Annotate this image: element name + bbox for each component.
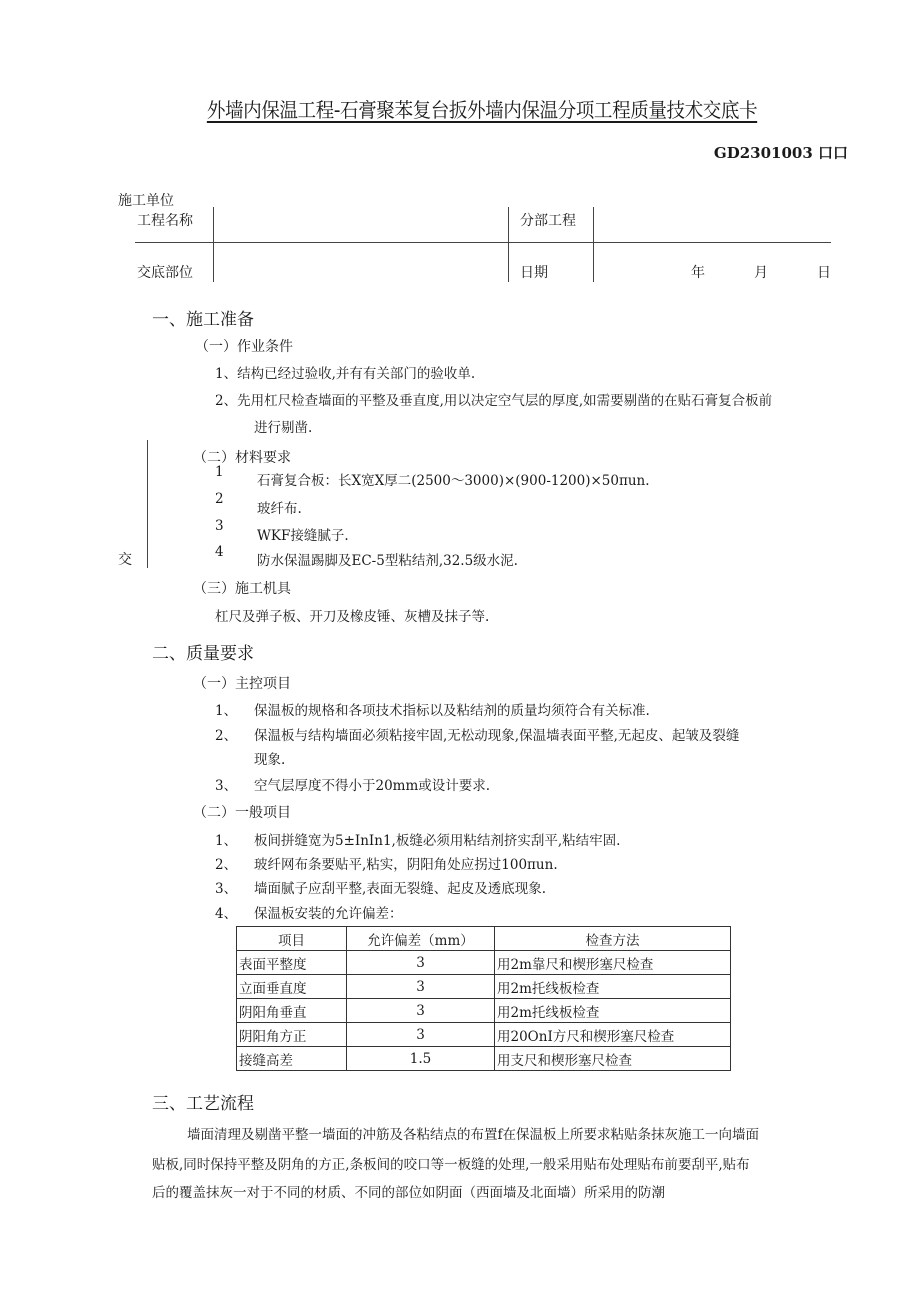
sub-project-label: 分部工程 <box>520 213 576 229</box>
table-cell: 3 <box>347 1023 495 1047</box>
tolerance-table <box>236 926 731 1071</box>
table-cell: 用支尺和楔形塞尺检查 <box>495 1047 731 1071</box>
table-cell: 用2m靠尺和楔形塞尺检查 <box>495 951 731 975</box>
list-item-number: 3 <box>215 518 224 534</box>
paragraph-line: 墙面清理及剔凿平整一墙面的冲筋及各粘结点的布置f在保温板上所要求粘贴条抹灰施工一向墙面 <box>187 1127 759 1143</box>
list-item: 保温板的规格和各项技术指标以及粘结剂的质量均须符合有关标准. <box>254 703 650 719</box>
table-cell: 用20OnI方尺和楔形塞尺检查 <box>495 1023 731 1047</box>
section-2-sub-1-heading: （一）主控项目 <box>193 676 291 692</box>
page-title: 外墙内保温工程-石膏聚苯复台扳外墙内保温分项工程质量技术交底卡 <box>206 98 758 122</box>
table-cell: 3 <box>347 951 495 975</box>
list-item: 板间拼缝宽为5±InIn1,板缝必须用粘结剂挤实刮平,粘结牢固. <box>254 833 621 849</box>
table-cell: 3 <box>347 975 495 999</box>
list-item: 防水保温踢脚及EC-5型粘结剂,32.5级水泥. <box>257 553 518 569</box>
table-cell: 阴阳角方正 <box>237 1023 347 1047</box>
table-cell: 1.5 <box>347 1047 495 1071</box>
list-item: 玻纤布. <box>257 501 302 517</box>
document-code: GD2301003 口口 <box>713 144 848 162</box>
year-label: 年 <box>691 265 705 281</box>
table-cell: 立面垂直度 <box>237 975 347 999</box>
table-cell: 接缝高差 <box>237 1047 347 1071</box>
table-cell: 用2m托线板检查 <box>495 975 731 999</box>
day-label: 日 <box>817 265 831 281</box>
section-2-sub-2-heading: （二）一般项目 <box>193 805 291 821</box>
tools-text: 杠尺及弹子板、开刀及橡皮锤、灰槽及抹子等. <box>215 609 490 625</box>
list-item: 保温板安装的允许偏差： <box>254 906 403 922</box>
paragraph-line: 贴板,同时保持平整及阴角的方正,条板间的咬口等一板缝的处理,一般采用贴布处理贴布前要刮平,贴布 <box>152 1157 750 1173</box>
table-cell: 用2m托线板检查 <box>495 999 731 1023</box>
section-3-heading: 三、工艺流程 <box>152 1094 254 1114</box>
list-item-number: 4、 <box>215 906 238 922</box>
project-name-label: 工程名称 <box>137 213 193 229</box>
location-label: 交底部位 <box>137 265 193 281</box>
list-item: 现象. <box>254 752 286 768</box>
list-item-number: 2 <box>215 491 224 507</box>
list-item: 进行剔凿. <box>254 420 313 436</box>
list-item-number: 1 <box>215 464 224 480</box>
table-header: 项目 <box>237 927 347 951</box>
section-1-sub-1-heading: （一）作业条件 <box>195 339 293 355</box>
table-row <box>237 1023 731 1047</box>
list-item-number: 3、 <box>215 778 238 794</box>
table-row <box>237 1047 731 1071</box>
list-item-number: 4 <box>215 544 224 560</box>
section-1-heading: 一、施工准备 <box>152 310 254 330</box>
date-label: 日期 <box>520 265 548 281</box>
table-cell: 表面平整度 <box>237 951 347 975</box>
list-item: 保温板与结构墙面必须粘接牢固,无松动现象,保温墙表面平整,无起皮、起皱及裂缝 <box>254 728 740 744</box>
list-item: 石膏复合板：长X宽X厚二(2500～3000)×(900-1200)×50πun. <box>257 473 650 489</box>
header-column-line <box>213 207 214 282</box>
section-2-heading: 二、质量要求 <box>152 644 254 664</box>
list-item-number: 2、 <box>215 728 238 744</box>
section-1-sub-2-heading: （二）材料要求 <box>193 450 291 466</box>
list-item: 空气层厚度不得小于20mm或设计要求. <box>254 778 491 794</box>
table-cell: 3 <box>347 999 495 1023</box>
margin-mark: 交 <box>118 552 132 568</box>
table-row <box>237 951 731 975</box>
header-column-line <box>508 207 509 282</box>
list-item-number: 2、 <box>215 857 238 873</box>
list-item: 墙面腻子应刮平整,表面无裂缝、起皮及透底现象. <box>254 881 547 897</box>
list-item: 玻纤网布条要贴平,粘实，阴阳角处应拐过100πun. <box>254 857 558 873</box>
header-divider <box>135 242 831 243</box>
list-item: 1、结构已经过验收,并有有关部门的验收单. <box>215 366 476 382</box>
section-1-sub-3-heading: （三）施工机具 <box>193 581 291 597</box>
table-cell: 阴阳角垂直 <box>237 999 347 1023</box>
table-header: 允许偏差（mm） <box>347 927 495 951</box>
table-header-row <box>237 927 731 951</box>
list-item-number: 1、 <box>215 833 238 849</box>
margin-line <box>147 440 148 568</box>
list-item-number: 3、 <box>215 881 238 897</box>
table-row <box>237 999 731 1023</box>
table-header: 检查方法 <box>495 927 731 951</box>
month-label: 月 <box>754 265 768 281</box>
list-item: WKF接缝腻子. <box>257 528 349 544</box>
header-column-line <box>593 207 594 282</box>
list-item-number: 1、 <box>215 703 238 719</box>
paragraph-line: 后的覆盖抹灰一对于不同的材质、不同的部位如阴面（西面墙及北面墙）所采用的防潮 <box>152 1185 665 1201</box>
construction-unit-label: 施工单位 <box>118 193 174 209</box>
list-item: 2、先用杠尺检查墙面的平整及垂直度,用以决定空气层的厚度,如需要剔凿的在贴石膏复合板前 <box>215 393 773 409</box>
table-row <box>237 975 731 999</box>
